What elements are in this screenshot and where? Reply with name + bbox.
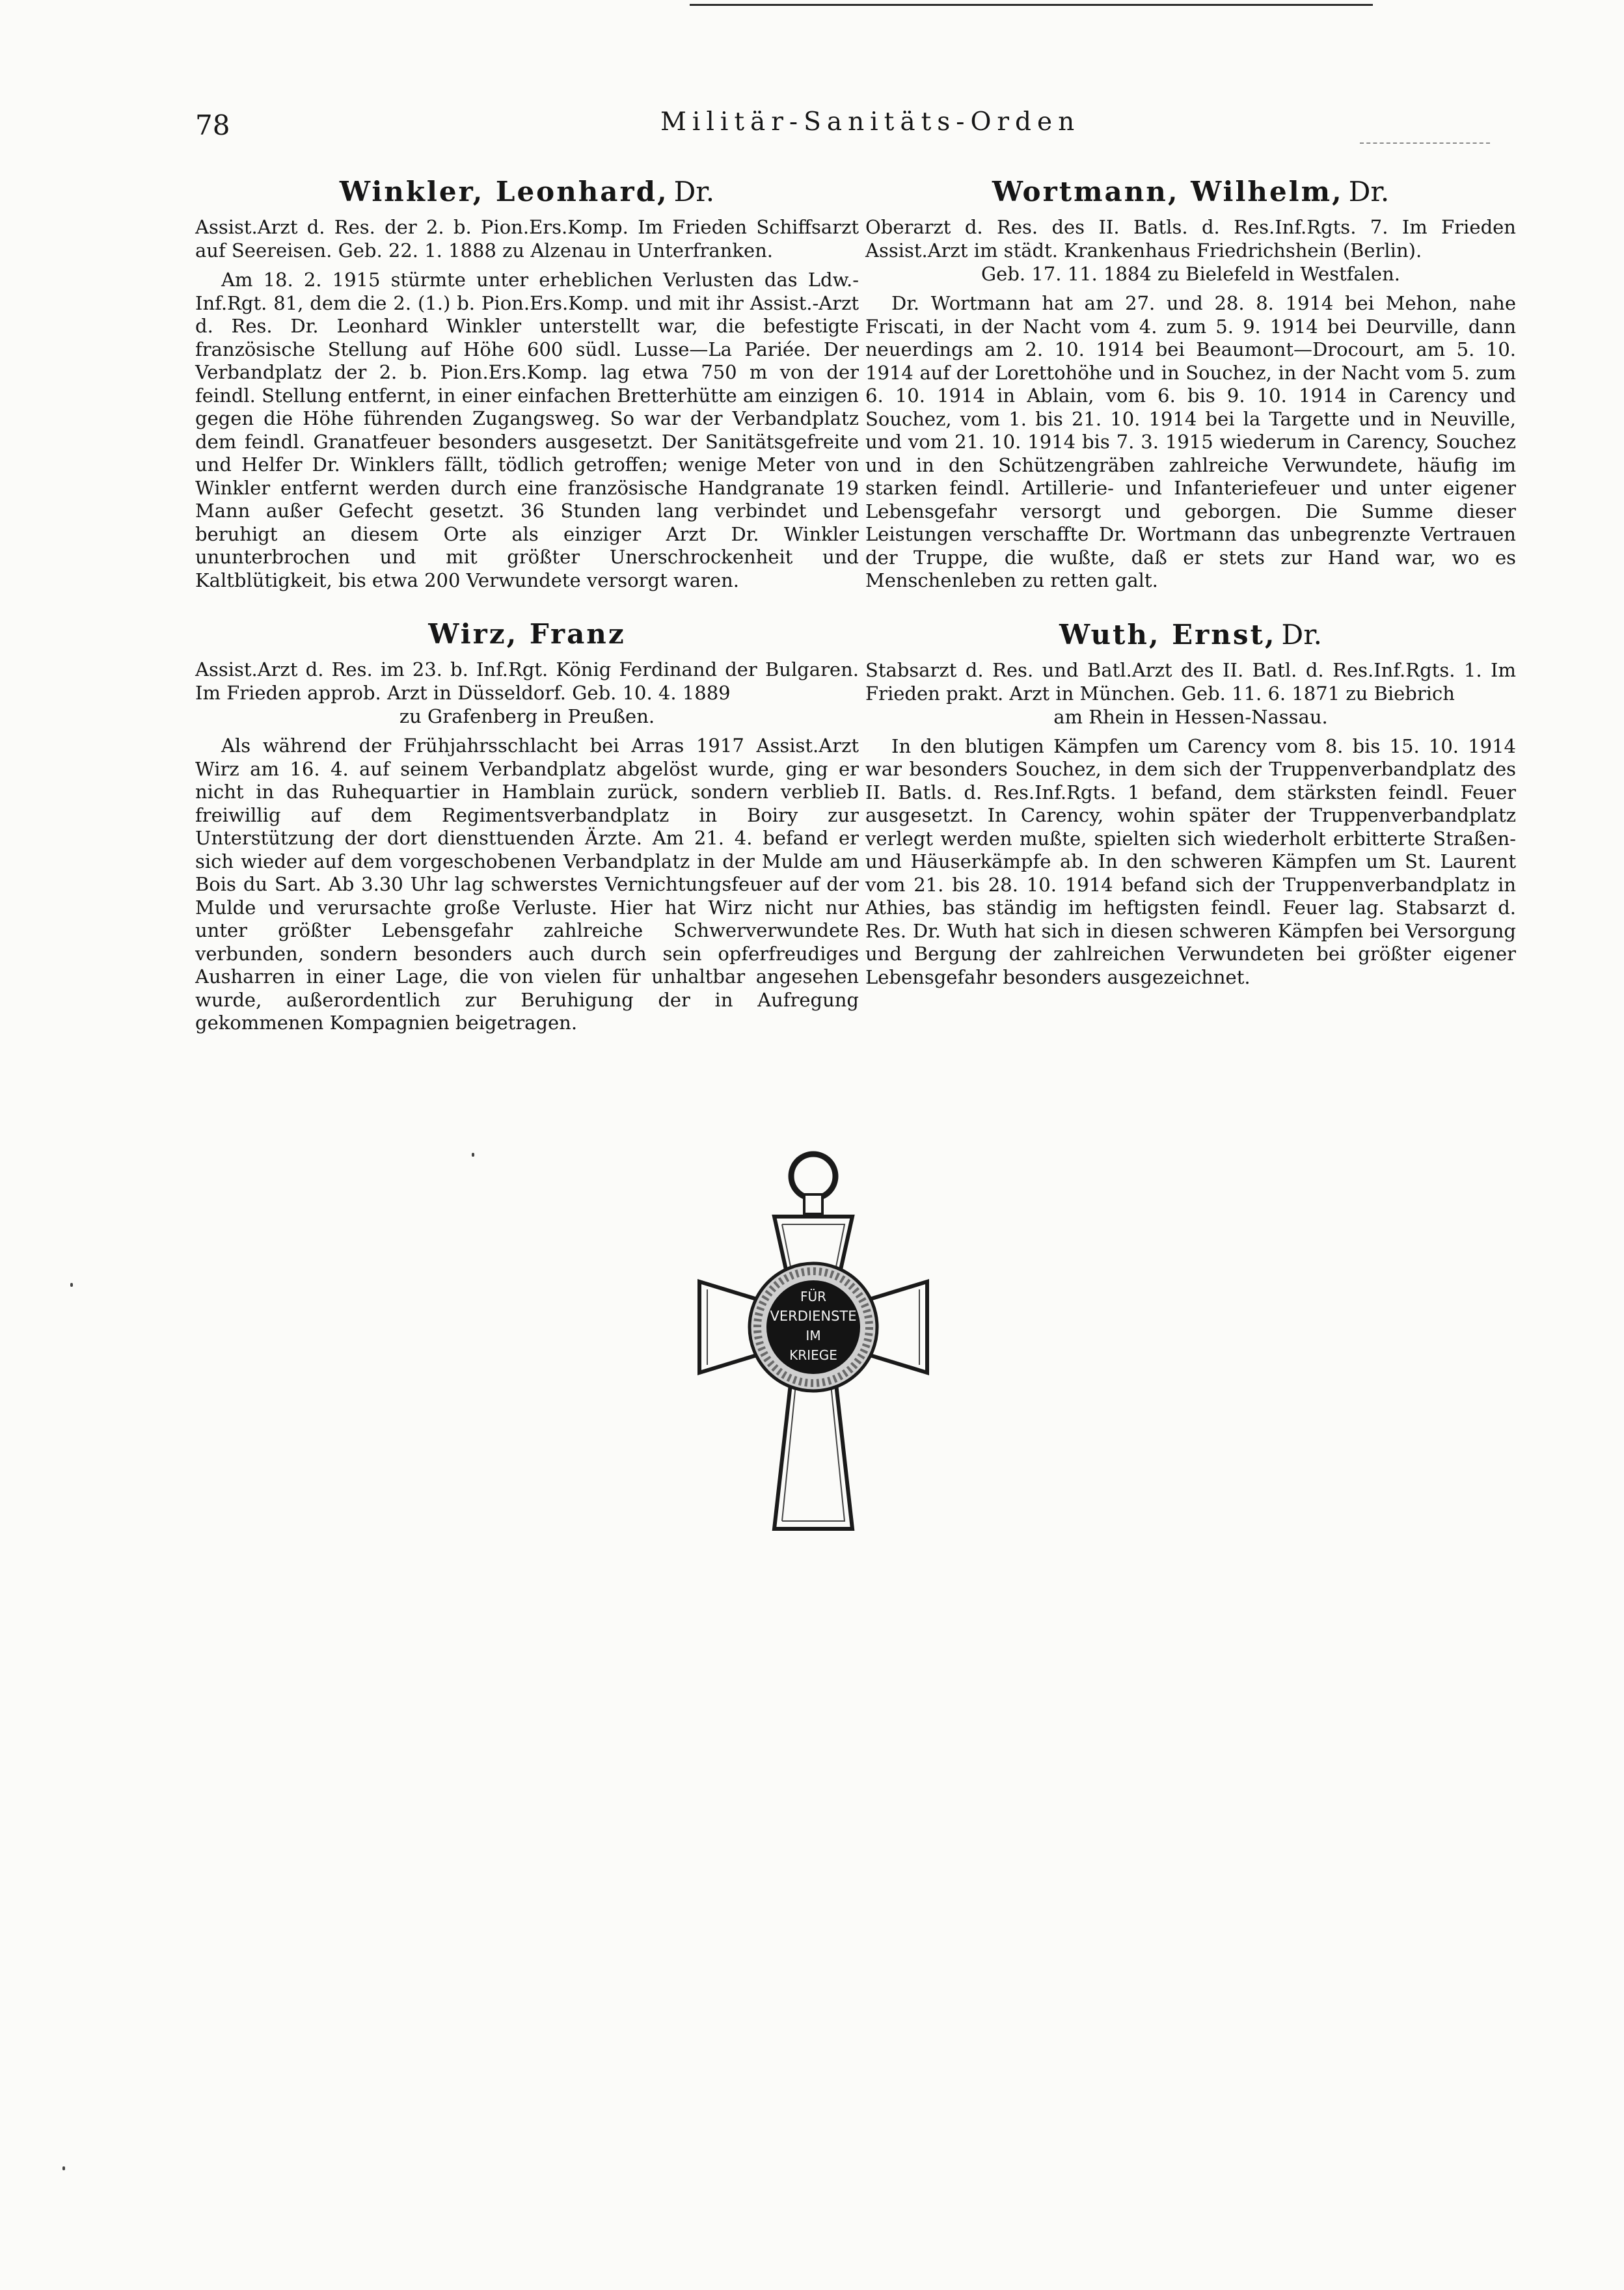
entry-winkler xyxy=(195,176,859,592)
entry-wirz xyxy=(195,618,859,1035)
entry-title: Wortmann, Wilhelm, Dr. xyxy=(992,176,1390,208)
medal-ring xyxy=(791,1154,835,1198)
entry-body: Am 18. 2. 1915 stürmte unter erheblichen Verlusten das Ldw.-Inf.Rgt. 81, dem die 2. (1.) b. Pion.Ers.Komp. und mit ihr Assist.-Arzt d. Res. Dr. Leonhard Winkler unterstellt war, die befestigte französische Stellung auf Höhe 600 südl. Lusse—La Pariée. Der Verbandplatz der 2. b. Pion.Ers.Komp. lag etwa 750 m von der feindl. Stellung entfernt, in einer einfachen Bretterhütte am einzigen gegen die Höhe führenden Zugangsweg. So war der Verbandplatz dem feindl. Granatfeuer besonders ausgesetzt. Der Sanitätsgefreite und Helfer Dr. Winklers fällt, tödlich getroffen; wenige Meter von Winkler entfernt werden durch eine französische Handgranate 19 Mann außer Gefecht gesetzt. 36 Stunden lang verbindet und beruhigt an diesem Orte als einziger Arzt Dr. Winkler ununterbrochen und mit größter Unerschrockenheit und Kaltblütigkeit, bis etwa 200 Verwundete versorgt waren. xyxy=(195,269,859,591)
entry-title: Wuth, Ernst, Dr. xyxy=(1059,618,1323,651)
medal-inscription-line: KRIEGE xyxy=(789,1347,837,1363)
entry-rank: Assist.Arzt d. Res. im 23. b. Inf.Rgt. König Ferdinand der Bulgaren. Im Frieden approb. Arzt in Düsseldorf. Geb. 10. 4. 1889 zu Grafenberg in Preußen. xyxy=(195,658,859,727)
entry-body: Als während der Frühjahrsschlacht bei Arras 1917 Assist.Arzt Wirz am 16. 4. auf seinem Verbandplatz abgelöst wurde, ging er nicht in das Ruhequartier in Hamblain zurück, sondern verblieb freiwillig auf dem Regimentsverbandplatz in Boiry zur Unterstützung der dort diensttuenden Ärzte. Am 21. 4. befand er sich wieder auf dem vorgeschobenen Verbandplatz in der Mulde am Bois du Sart. Ab 3.30 Uhr lag schwerstes Vernichtungsfeuer auf der Mulde und verursachte große Verluste. Hier hat Wirz nicht nur unter größter Lebensgefahr zahlreiche Schwerverwundete verbunden, sondern besonders auch durch sein opferfreudiges Ausharren in einer Lage, die von vielen für unhaltbar angesehen wurde, außerordentlich zur Beruhigung der in Aufregung gekommenen Kompagnien beigetragen. xyxy=(195,734,859,1034)
entry-rank: Oberarzt d. Res. des II. Batls. d. Res.Inf.Rgts. 7. Im Frieden Assist.Arzt im städt. Krankenhaus Friedrichshein (Berlin). Geb. 17. 11. 1884 zu Bielefeld in Westfalen. xyxy=(865,216,1516,285)
running-title: Militär-Sanitäts-Orden xyxy=(660,107,1081,137)
header-rule xyxy=(1360,142,1490,144)
entry-body: Dr. Wortmann hat am 27. und 28. 8. 1914 bei Mehon, nahe Friscati, in der Nacht vom 4. zum 5. 9. 1914 bei Deurville, dann neuerdings am 2. 10. 1914 bei Beaumont—Drocourt, am 5. 10. 1914 auf der Lorettohöhe und in Souchez, in der Nacht vom 5. zum 6. 10. 1914 in Ablain, vom 6. bis 9. 10. 1914 in Carency und Souchez, vom 1. bis 21. 10. 1914 bei la Targette und in Neuville, und vom 21. 10. 1914 bis 7. 3. 1915 wiederum in Carency, Souchez und in den Schützengräben zahlreiche Verwundete, häufig im starken feindl. Artillerie- und Infanteriefeuer und unter eigener Lebensgefahr versorgt und geborgen. Die Summe dieser Leistungen verschaffte Dr. Wortmann das unbegrenzte Vertrauen der Truppe, die wußte, daß er stets zur Hand war, wo es Menschenleben zu retten galt. xyxy=(865,292,1516,591)
entry-rank: Stabsarzt d. Res. und Batl.Arzt des II. Batl. d. Res.Inf.Rgts. 1. Im Frieden prakt. Arzt in München. Geb. 11. 6. 1871 zu Biebrich am Rhein in Hessen-Nassau. xyxy=(865,658,1516,728)
entry-rank: Assist.Arzt d. Res. der 2. b. Pion.Ers.Komp. Im Frieden Schiffsarzt auf Seereisen. Geb. 22. 1. 1888 zu Alzenau in Unterfranken. xyxy=(195,216,859,262)
medal-inscription-line: IM xyxy=(805,1328,821,1343)
print-speck xyxy=(62,2166,65,2170)
left-column xyxy=(195,176,859,1061)
entry-title: Wirz, Franz xyxy=(428,618,626,650)
medal-inscription-line: VERDIENSTE xyxy=(770,1308,857,1324)
top-edge-rule xyxy=(690,4,1373,6)
entry-wuth xyxy=(865,619,1516,990)
medal-inscription-line: FÜR xyxy=(800,1289,827,1304)
print-speck xyxy=(472,1153,474,1157)
print-speck xyxy=(70,1283,73,1287)
entry-body: In den blutigen Kämpfen um Carency vom 8. bis 15. 10. 1914 war besonders Souchez, in dem sich der Truppenverbandplatz des II. Batls. d. Res.Inf.Rgts. 1 befand, dem stärksten feindl. Feuer ausgesetzt. In Carency, wohin später der Truppenverbandplatz verlegt werden mußte, spielten sich wiederholt erbitterte Straßen- und Häuserkämpfe ab. In den schweren Kämpfen um St. Laurent vom 21. bis 28. 10. 1914 befand sich der Truppenverbandplatz in Athies, bas ständig im heftigsten feindl. Feuer lag. Stabsarzt d. Res. Dr. Wuth hat sich in diesen schweren Kämpfen bei Versorgung und Bergung der zahlreichen Verwundeten bei größter eigener Lebensgefahr besonders ausgezeichnet. xyxy=(865,734,1516,988)
right-column xyxy=(865,176,1516,1015)
entry-wortmann xyxy=(865,176,1516,593)
page-number: 78 xyxy=(195,109,230,141)
medal-loop xyxy=(804,1194,822,1214)
entry-title: Winkler, Leonhard, Dr. xyxy=(339,176,715,208)
medal-illustration xyxy=(670,1145,956,1535)
